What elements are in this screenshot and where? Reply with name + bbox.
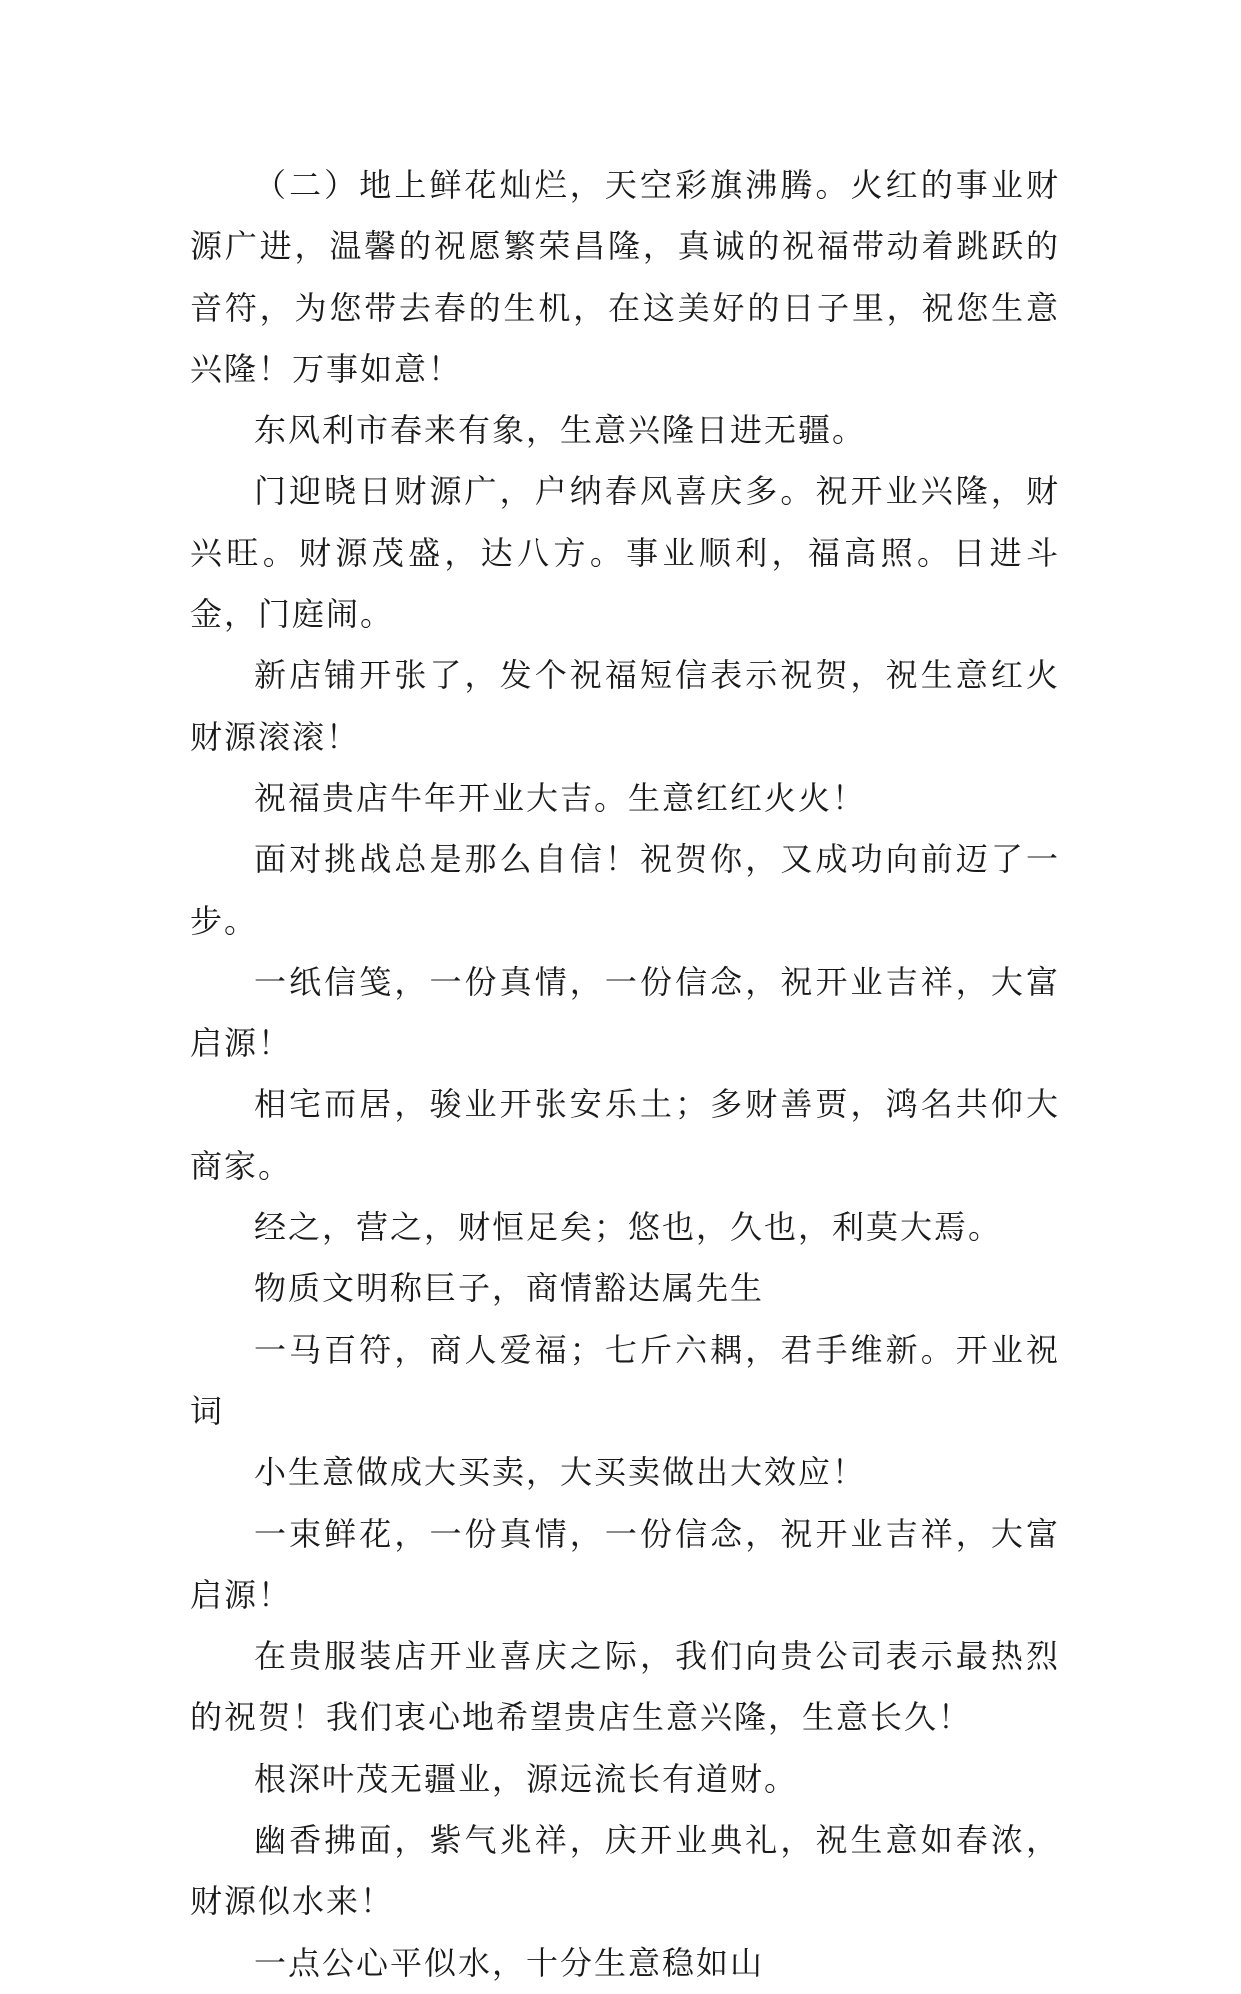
paragraph: 东风利市春来有象，生意兴隆日进无疆。 (254, 411, 867, 450)
paragraph: 在贵服装店开业喜庆之际，我们向贵公司表示最热烈的祝贺！我们衷心地希望贵店生意兴隆，生意长久！ (190, 1637, 1060, 1737)
paragraph: （二）地上鲜花灿烂，天空彩旗沸腾。火红的事业财源广进，温馨的祝愿繁荣昌隆，真诚的祝福带动着跳跃的音符，为您带去春的生机，在这美好的日子里，祝您生意兴隆！万事如意！ (190, 166, 1060, 388)
paragraph: 根深叶茂无疆业，源远流长有道财。 (254, 1759, 799, 1798)
document-body (190, 155, 1060, 1994)
paragraph: 门迎晓日财源广，户纳春风喜庆多。祝开业兴隆，财兴旺。财源茂盛，达八方。事业顺利，福高照。日进斗金，门庭闹。 (190, 472, 1060, 634)
paragraph: 一点公心平似水，十分生意稳如山 (254, 1943, 765, 1982)
paragraph: 面对挑战总是那么自信！祝贺你，又成功向前迈了一步。 (190, 840, 1060, 940)
paragraph: 新店铺开张了，发个祝福短信表示祝贺，祝生意红火财源滚滚！ (190, 656, 1060, 756)
paragraph: 一马百符，商人爱福；七斤六耦，君手维新。开业祝词 (190, 1330, 1060, 1430)
paragraph: 一纸信笺，一份真情，一份信念，祝开业吉祥，大富启源！ (190, 962, 1060, 1063)
paragraph: 小生意做成大买卖，大买卖做出大效应！ (254, 1453, 867, 1492)
paragraph: 祝福贵店牛年开业大吉。生意红红火火！ (254, 778, 867, 817)
paragraph: 相宅而居，骏业开张安乐土；多财善贾，鸿名共仰大商家。 (190, 1085, 1060, 1185)
paragraph: 物质文明称巨子，商情豁达属先生 (254, 1269, 765, 1308)
paragraph: 幽香拂面，紫气兆祥，庆开业典礼，祝生意如春浓，财源似水来！ (190, 1821, 1060, 1921)
paragraph: 一束鲜花，一份真情，一份信念，祝开业吉祥，大富启源！ (190, 1514, 1060, 1614)
paragraph: 经之，营之，财恒足矣；悠也，久也，利莫大焉。 (254, 1208, 1003, 1247)
